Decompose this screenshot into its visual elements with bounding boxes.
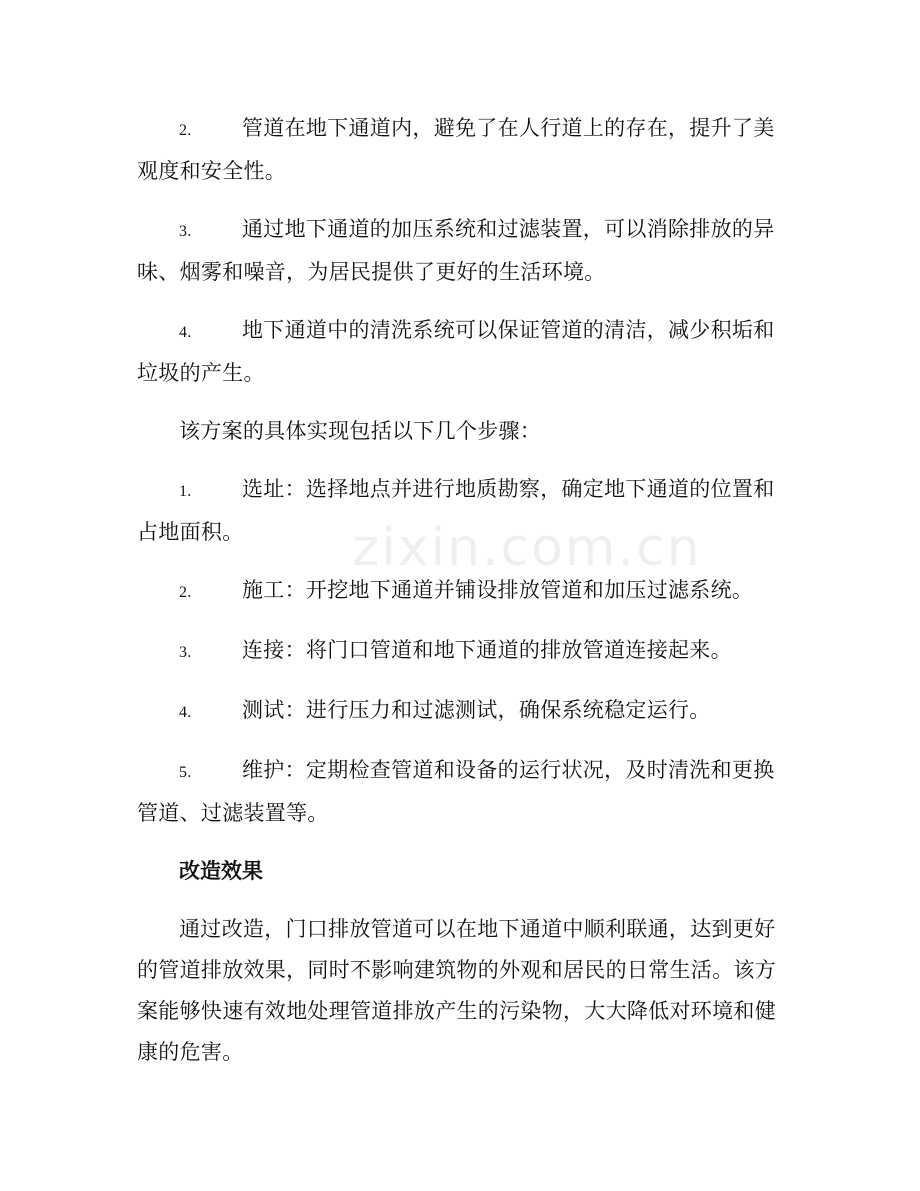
list-number: 2. [179,584,192,601]
list-number: 3. [179,223,192,240]
section-body: 通过改造，门口排放管道可以在地下通道中顺利联通，达到更好的管道排放效果，同时不影响建筑物的外观和居民的日常生活。该方案能够快速有效地处理管道排放产生的污染物，大大降低对环境和健康的危害。 [137,917,776,1064]
list-number: 5. [179,764,192,781]
list-item-step-5 [137,750,777,834]
list-text: 通过地下通道的加压系统和过滤装置，可以消除排放的异味、烟雾和噪音，为居民提供了更好的生活环境。 [137,217,775,284]
list-number: 1. [179,483,192,500]
list-number: 4. [179,704,192,721]
list-item-benefit-4 [137,310,777,394]
watermark: zixin.com.cn [352,518,702,578]
list-text: 施工：开挖地下通道并铺设排放管道和加压过滤系统。 [242,578,754,602]
list-text: 连接：将门口管道和地下通道的排放管道连接起来。 [242,638,732,662]
list-number: 3. [179,644,192,661]
list-item-benefit-3 [137,209,777,293]
steps-intro: 该方案的具体实现包括以下几个步骤： [179,419,542,443]
list-number: 4. [179,324,192,341]
list-text: 选址：选择地点并进行地质勘察，确定地下通道的位置和占地面积。 [137,477,775,544]
document-body [137,108,777,1090]
list-text: 地下通道中的清洗系统可以保证管道的清洁，减少积垢和垃圾的产生。 [137,318,775,385]
list-item-step-4 [137,690,777,733]
list-text: 维护：定期检查管道和设备的运行状况，及时清洗和更换管道、过滤装置等。 [137,758,775,825]
list-item-step-3 [137,630,777,673]
list-item-step-2 [137,570,777,613]
section-heading: 改造效果 [179,859,263,883]
list-item-step-1 [137,469,777,553]
list-text: 管道在地下通道内，避免了在人行道上的存在，提升了美观度和安全性。 [137,116,775,183]
list-text: 测试：进行压力和过滤测试，确保系统稳定运行。 [242,698,711,722]
list-item-benefit-2 [137,108,777,192]
list-number: 2. [179,122,192,139]
